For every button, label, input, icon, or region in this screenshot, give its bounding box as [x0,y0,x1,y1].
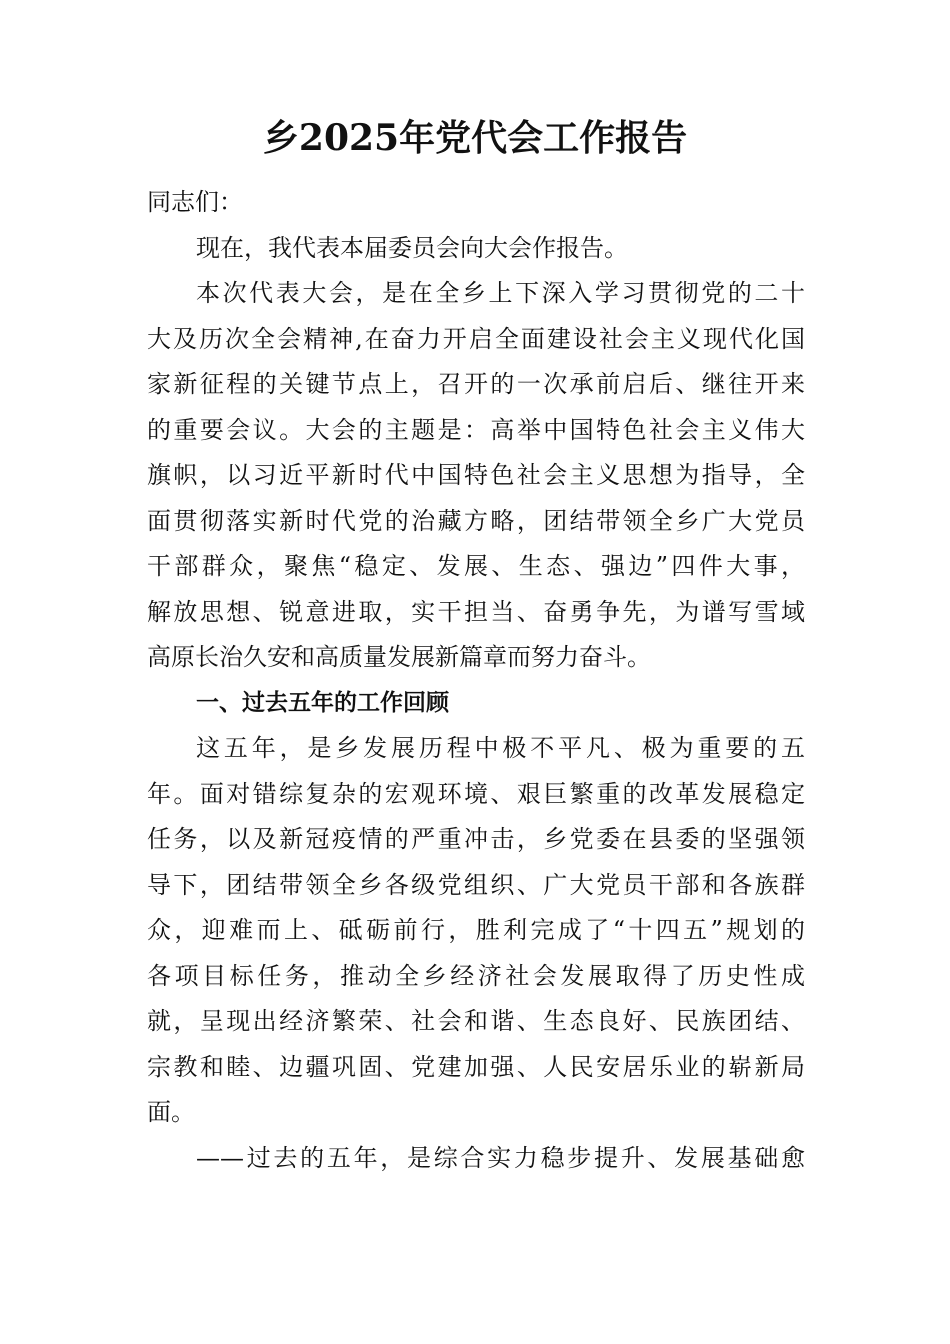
document-title: 乡2025年党代会工作报告 [262,117,688,159]
paragraph-2-line-3: 家新征程的关键节点上，召开的一次承前启后、继往开来 [147,370,805,398]
paragraph-3-line-3: 任务，以及新冠疫情的严重冲击，乡党委在县委的坚强领 [147,825,805,853]
paragraph-1-line-1: 现在，我代表本届委员会向大会作报告。 [196,233,628,262]
paragraph-3-line-4: 导下，团结带领全乡各级党组织、广大党员干部和各族群 [147,870,805,899]
paragraph-3-line-8: 宗教和睦、边疆巩固、党建加强、人民安居乐业的崭新局 [147,1052,805,1081]
paragraph-2-line-8: 解放思想、锐意进取，实干担当、奋勇争先，为谱写雪域 [147,597,805,626]
paragraph-3-line-2: 年。面对错综复杂的宏观环境、艰巨繁重的改革发展稳定 [147,779,805,808]
paragraph-2-line-6: 面贯彻落实新时代党的治藏方略，团结带领全乡广大党员 [147,506,805,535]
paragraph-3-line-5: 众，迎难而上、砥砺前行，胜利完成了“十四五”规划的 [147,916,805,944]
paragraph-2-line-4: 的重要会议。大会的主题是：高举中国特色社会主义伟大 [147,415,805,444]
paragraph-3-line-6: 各项目标任务，推动全乡经济社会发展取得了历史性成 [147,961,805,990]
section-heading-1: 一、过去五年的工作回顾 [196,689,449,716]
paragraph-4-line-1: ——过去的五年，是综合实力稳步提升、发展基础愈 [196,1143,805,1172]
paragraph-2-line-5: 旗帜，以习近平新时代中国特色社会主义思想为指导，全 [147,461,805,489]
paragraph-3-line-7: 就，呈现出经济繁荣、社会和谐、生态良好、民族团结、 [147,1007,805,1035]
paragraph-2-line-1: 本次代表大会，是在全乡上下深入学习贯彻党的二十 [196,279,805,307]
paragraph-3-line-1: 这五年，是乡发展历程中极不平凡、极为重要的五 [196,734,805,762]
paragraph-2-line-7: 干部群众，聚焦“稳定、发展、生态、强边”四件大事， [147,552,805,580]
paragraph-2-line-9: 高原长治久安和高质量发展新篇章而努力奋斗。 [147,643,651,671]
document-body [147,180,805,1181]
salutation: 同志们： [147,188,243,216]
paragraph-3-line-9: 面。 [147,1098,195,1126]
paragraph-2-line-2: 大及历次全会精神,在奋力开启全面建设社会主义现代化国 [147,324,805,353]
